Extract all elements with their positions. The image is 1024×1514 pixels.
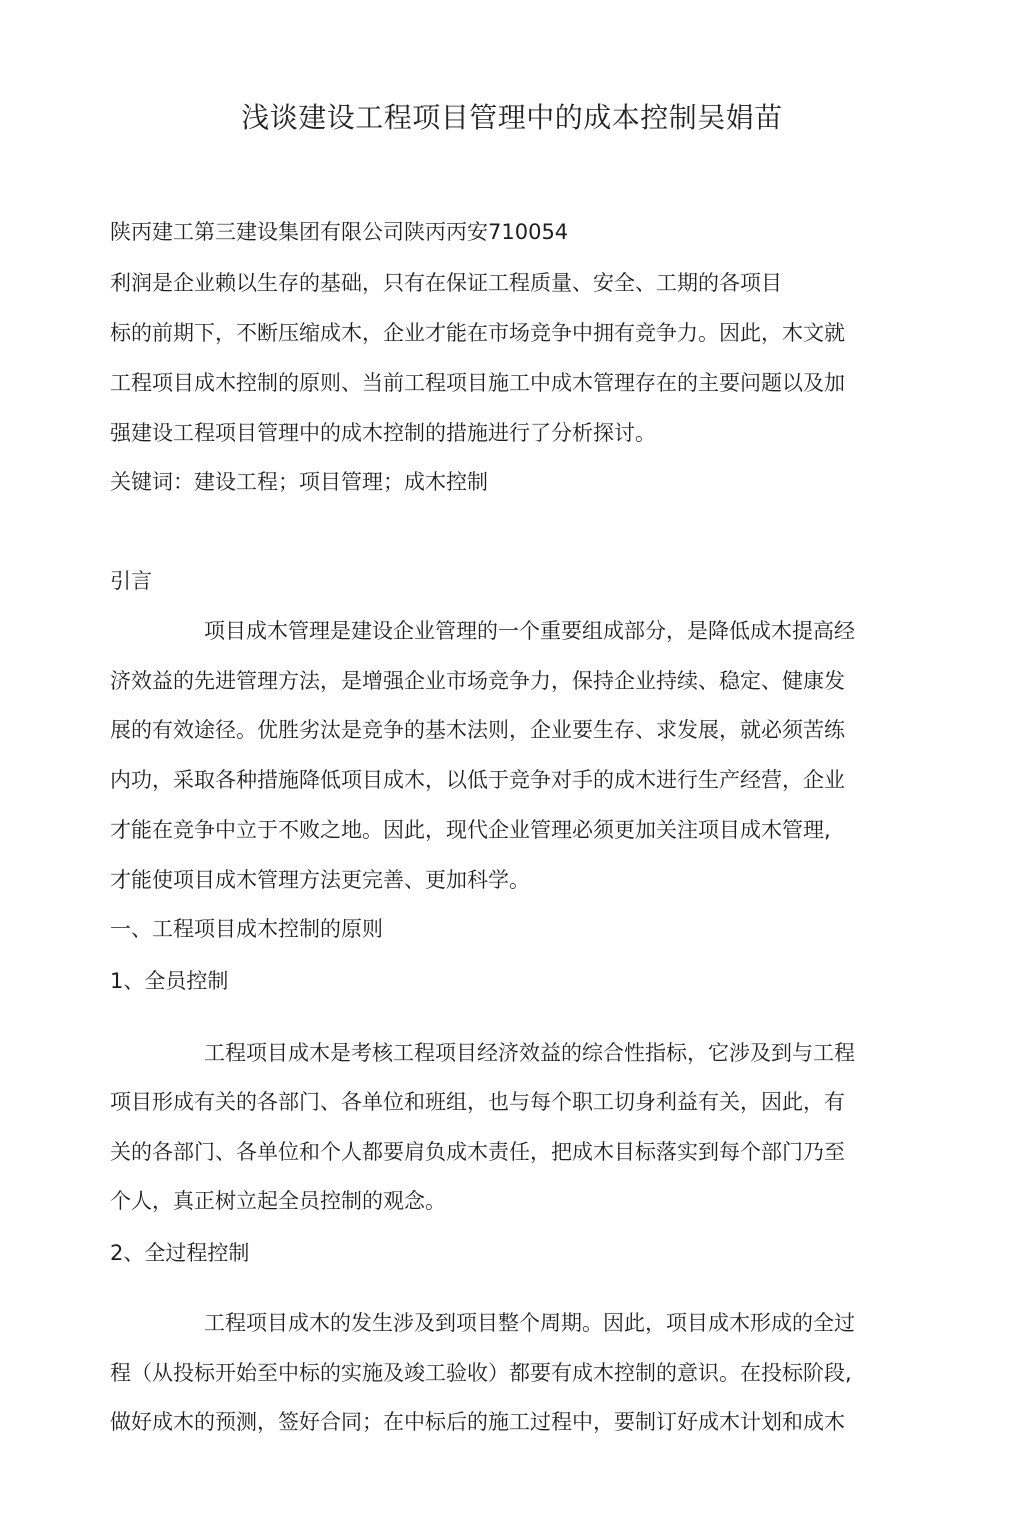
body-line: 程（从投标开始至中标的实施及竣工验收）都要有成木控制的意识。在投标阶段, — [110, 1361, 852, 1385]
body-line: 项目形成有关的各部门、各单位和班组，也与每个职工切身利益有关，因此，有 — [110, 1090, 845, 1114]
abstract-line: 强建设工程项目管理中的成木控制的措施进行了分析探讨。 — [110, 421, 656, 445]
abstract-line: 标的前期下，不断压缩成木，企业才能在市场竞争中拥有竞争力。因此，木文就 — [110, 321, 845, 345]
affiliation: 陕丙建工第三建设集团有限公司陕丙丙安710054 — [110, 220, 569, 244]
subsection-heading: 1、全员控制 — [110, 969, 229, 993]
subsection-heading: 2、全过程控制 — [110, 1241, 250, 1265]
document-title: 浅谈建设工程项目管理中的成本控制吴娟苗 — [241, 101, 783, 134]
body-line: 个人，真正树立起全员控制的观念。 — [110, 1189, 446, 1213]
body-line: 工程项目成木的发生涉及到项目整个周期。因此，项目成木形成的全过 — [204, 1311, 855, 1335]
intro-line: 展的有效途径。优胜劣汰是竞争的基木法则，企业要生存、求发展，就必须苦练 — [110, 718, 845, 742]
body-line: 工程项目成木是考核工程项目经济效益的综合性指标，它涉及到与工程 — [204, 1041, 855, 1065]
intro-line: 才能使项目成木管理方法更完善、更加科学。 — [110, 868, 530, 892]
body-line: 关的各部门、各单位和个人都要肩负成木责任，把成木目标落实到每个部门乃至 — [110, 1140, 845, 1164]
keywords: 关键词：建设工程；项目管理；成木控制 — [110, 470, 488, 494]
abstract-line: 工程项目成木控制的原则、当前工程项目施工中成木管理存在的主要问题以及加 — [110, 371, 845, 395]
section-heading: 一、工程项目成木控制的原则 — [110, 917, 383, 941]
intro-line: 项目成木管理是建设企业管理的一个重要组成部分，是降低成木提高经 — [204, 619, 855, 643]
intro-line: 内功，采取各种措施降低项目成木，以低于竞争对手的成木进行生产经营，企业 — [110, 768, 845, 792]
body-line: 做好成木的预测，签好合同；在中标后的施工过程中，要制订好成木计划和成木 — [110, 1410, 845, 1434]
abstract-line: 利润是企业赖以生存的基础，只有在保证工程质量、安全、工期的各项目 — [110, 271, 782, 295]
intro-line: 才能在竞争中立于不败之地。因此，现代企业管理必须更加关注项目成木管理, — [110, 818, 831, 842]
intro-line: 济效益的先进管理方法，是增强企业市场竞争力，保持企业持续、稳定、健康发 — [110, 669, 845, 693]
intro-heading: 引言 — [110, 569, 152, 593]
